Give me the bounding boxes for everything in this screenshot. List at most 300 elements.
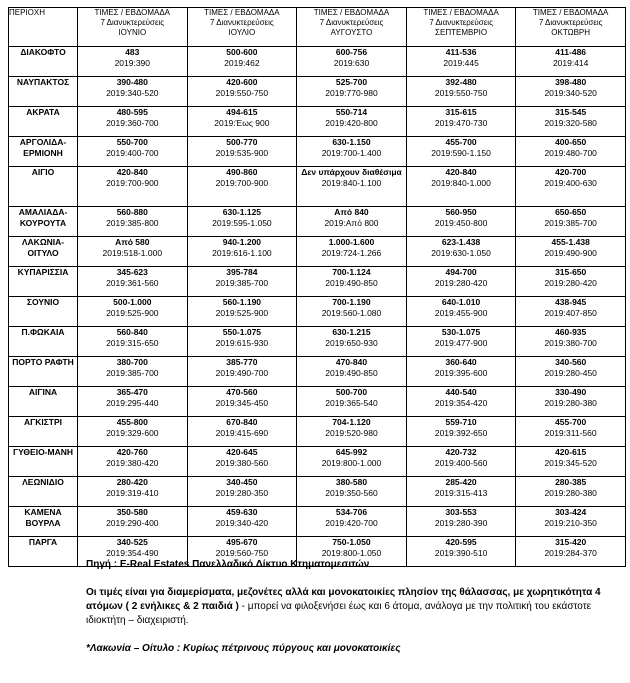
- price-cell: [516, 47, 626, 77]
- price-cell: [516, 297, 626, 327]
- description-bold: Οι τιμές είναι για διαμερίσματα, μεζονέτες αλλά και μονοκατοικίες πλησίον της θάλασσας, με χωρητικότητα 4 ατόμων ( 2 ενήλικες & 2 παιδιά ): [86, 587, 601, 612]
- price-2020: 350-580: [116, 507, 148, 517]
- price-2020: Από 840: [334, 207, 369, 217]
- price-2019: 2019:350-560: [325, 488, 378, 498]
- price-2019: 2019:535-900: [215, 148, 269, 158]
- table-row: [9, 507, 626, 537]
- price-2020: 303-424: [555, 507, 587, 517]
- price-cell: [78, 207, 188, 237]
- price-2019: 2019:590-1.150: [431, 148, 491, 158]
- table-row: [9, 137, 626, 167]
- price-2020: Από 580: [115, 237, 150, 247]
- price-2019: 2019:520-980: [325, 428, 378, 438]
- price-2020: 470-560: [226, 387, 258, 397]
- price-2019: 2019:630-1.050: [431, 248, 491, 258]
- price-cell: [78, 237, 188, 267]
- price-2019: 2019:595-1.050: [212, 218, 272, 228]
- header-line: 7 Διανυκτερεύσεις: [210, 18, 274, 27]
- region-name: ΣΟΥΝΙΟ: [9, 297, 78, 327]
- price-cell: [297, 77, 407, 107]
- price-2019: 2019:210-350: [544, 518, 597, 528]
- month-column-header: [406, 8, 516, 47]
- price-2020: 303-553: [445, 507, 477, 517]
- price-cell: [187, 357, 297, 387]
- price-cell: [297, 447, 407, 477]
- price-2020: 420-645: [226, 447, 258, 457]
- price-2019: 2019:700-900: [215, 178, 269, 188]
- price-2020: 400-650: [555, 137, 587, 147]
- price-2019: 2019:490-850: [325, 278, 378, 288]
- price-2020: 390-480: [116, 77, 148, 87]
- price-2020: 630-1.150: [332, 137, 371, 147]
- price-cell: [516, 507, 626, 537]
- price-2019: 2019:395-600: [434, 368, 488, 378]
- price-cell: [78, 387, 188, 417]
- price-2019: 2019:280-420: [434, 278, 488, 288]
- price-2019: 2019:385-700: [215, 278, 269, 288]
- price-2019: 2019:290-400: [106, 518, 159, 528]
- price-2020: 750-1.050: [332, 537, 371, 547]
- price-cell: [78, 297, 188, 327]
- price-2020: 500-600: [226, 47, 258, 57]
- price-2020: 380-700: [116, 357, 148, 367]
- price-2019: 2019:385-700: [106, 368, 159, 378]
- price-2019: 2019:365-540: [325, 398, 378, 408]
- price-cell: [78, 267, 188, 297]
- price-cell: [297, 387, 407, 417]
- region-name: ΝΑΥΠΑΚΤΟΣ: [9, 77, 78, 107]
- table-row: [9, 327, 626, 357]
- price-cell: [297, 167, 407, 207]
- price-2019: 2019:420-800: [325, 118, 378, 128]
- header-month-name: ΙΟΥΛΙΟ: [228, 28, 256, 37]
- notes-section: [86, 558, 616, 656]
- price-2020: 630-1.215: [332, 327, 371, 337]
- price-2019: 2019:525-900: [215, 308, 269, 318]
- price-2019: 2019:616-1.100: [212, 248, 272, 258]
- price-cell: [406, 77, 516, 107]
- price-2019: 2019:354-490: [106, 548, 159, 558]
- price-2020: 315-545: [555, 107, 587, 117]
- price-2020: 500-1.000: [113, 297, 152, 307]
- price-2020: 340-560: [555, 357, 587, 367]
- price-cell: [297, 207, 407, 237]
- price-cell: [78, 47, 188, 77]
- price-cell: [406, 327, 516, 357]
- price-2020: 340-450: [226, 477, 258, 487]
- region-name: ΑΙΓΙΝΑ: [9, 387, 78, 417]
- price-2020: 650-650: [555, 207, 587, 217]
- price-2019: 2019:400-700: [106, 148, 159, 158]
- price-2019: 2019:Έως 900: [214, 118, 270, 128]
- price-2019: 2019:700-900: [106, 178, 159, 188]
- price-cell: [516, 417, 626, 447]
- price-2020: 420-595: [445, 537, 477, 547]
- price-2020: 550-714: [335, 107, 368, 117]
- price-2019: 2019:280-380: [544, 398, 597, 408]
- price-2019: 2019:650-930: [325, 338, 378, 348]
- price-2020: Δεν υπάρχουν διαθέσιμα: [301, 167, 402, 177]
- price-2019: 2019:280-450: [544, 368, 597, 378]
- price-2019: 2019:800-1.050: [321, 548, 382, 558]
- region-name: ΑΜΑΛΙΑΔΑ-ΚΟΥΡΟΥΤΑ: [9, 207, 78, 237]
- header-line: 7 Διανυκτερεύσεις: [319, 18, 384, 27]
- price-cell: [406, 207, 516, 237]
- table-row: [9, 447, 626, 477]
- price-2020: 315-615: [445, 107, 477, 117]
- price-2020: 420-700: [555, 167, 587, 177]
- price-2020: 420-615: [555, 447, 587, 457]
- price-2020: 392-480: [445, 77, 477, 87]
- price-2020: 285-420: [445, 477, 477, 487]
- price-cell: [297, 137, 407, 167]
- price-2020: 411-536: [445, 47, 477, 57]
- header-month-name: ΟΚΤΩΒΡΗ: [551, 28, 591, 37]
- price-2019: 2019:315-413: [434, 488, 488, 498]
- region-name: ΑΚΡΑΤΑ: [9, 107, 78, 137]
- region-name: ΑΙΓΙΟ: [9, 167, 78, 207]
- price-2020: 420-760: [116, 447, 148, 457]
- table-row: [9, 477, 626, 507]
- price-cell: [187, 447, 297, 477]
- price-cell: [406, 267, 516, 297]
- price-2019: 2019:385-800: [106, 218, 159, 228]
- price-cell: [78, 507, 188, 537]
- price-2020: 330-490: [555, 387, 587, 397]
- price-2019: 2019:280-350: [215, 488, 269, 498]
- price-2020: 420-600: [226, 77, 258, 87]
- table-row: [9, 417, 626, 447]
- price-2019: 2019:490-850: [325, 368, 378, 378]
- table-row: [9, 267, 626, 297]
- price-cell: [516, 167, 626, 207]
- price-cell: [187, 507, 297, 537]
- price-2020: 560-950: [445, 207, 477, 217]
- price-cell: [78, 327, 188, 357]
- price-2020: 420-840: [116, 167, 148, 177]
- price-2020: 470-840: [335, 357, 368, 367]
- price-2020: 483: [125, 47, 140, 57]
- header-line: ΤΙΜΕΣ / ΕΒΔΟΜΑΔΑ: [94, 8, 171, 17]
- price-2019: 2019:445: [443, 58, 479, 68]
- price-2019: 2019:615-930: [215, 338, 269, 348]
- description-note: [86, 586, 616, 628]
- price-cell: [187, 327, 297, 357]
- price-2019: 2019:340-520: [106, 88, 159, 98]
- header-line: 7 Διανυκτερεύσεις: [429, 18, 493, 27]
- header-row: [9, 8, 626, 47]
- price-cell: [78, 137, 188, 167]
- price-cell: [516, 477, 626, 507]
- price-2019: 2019:770-980: [325, 88, 378, 98]
- price-2019: 2019:477-900: [434, 338, 488, 348]
- region-name: ΚΑΜΕΝΑ ΒΟΥΡΛΑ: [9, 507, 78, 537]
- price-2019: 2019:329-600: [106, 428, 159, 438]
- price-2020: 380-580: [335, 477, 368, 487]
- price-2019: 2019:724-1.266: [321, 248, 382, 258]
- price-cell: [406, 417, 516, 447]
- price-cell: [406, 107, 516, 137]
- price-2019: 2019:700-1.400: [321, 148, 382, 158]
- table-row: [9, 297, 626, 327]
- header-line: ΤΙΜΕΣ / ΕΒΔΟΜΑΔΑ: [532, 8, 609, 17]
- region-name: ΛΕΩΝΙΔΙΟ: [9, 477, 78, 507]
- price-cell: [516, 137, 626, 167]
- price-2019: 2019:490-900: [544, 248, 597, 258]
- price-2019: 2019:840-1.100: [321, 178, 382, 188]
- price-2019: 2019:311-560: [544, 428, 597, 438]
- price-2020: 455-700: [555, 417, 587, 427]
- price-2019: 2019:550-750: [434, 88, 488, 98]
- price-2019: 2019:462: [224, 58, 260, 68]
- price-2019: 2019:280-380: [544, 488, 597, 498]
- price-cell: [297, 417, 407, 447]
- price-2020: 494-700: [445, 267, 477, 277]
- price-2020: 560-1.190: [222, 297, 262, 307]
- price-cell: [297, 47, 407, 77]
- price-2019: 2019:380-700: [544, 338, 597, 348]
- price-cell: [187, 237, 297, 267]
- price-2020: 345-623: [116, 267, 148, 277]
- header-line: 7 Διανυκτερεύσεις: [100, 18, 165, 27]
- price-cell: [78, 107, 188, 137]
- table-row: [9, 167, 626, 207]
- price-2020: 640-1.010: [441, 297, 481, 307]
- price-cell: [297, 237, 407, 267]
- price-cell: [516, 357, 626, 387]
- price-2019: 2019:340-520: [544, 88, 597, 98]
- price-2019: 2019:295-440: [106, 398, 159, 408]
- price-2019: 2019:400-630: [544, 178, 597, 188]
- price-2019: 2019:340-420: [215, 518, 269, 528]
- price-cell: [78, 357, 188, 387]
- price-2020: 534-706: [335, 507, 368, 517]
- price-2020: 385-770: [226, 357, 258, 367]
- table-row: [9, 107, 626, 137]
- price-2020: 480-595: [116, 107, 148, 117]
- price-cell: [406, 507, 516, 537]
- price-2020: 559-710: [445, 417, 477, 427]
- table-row: [9, 77, 626, 107]
- price-2019: 2019:354-420: [434, 398, 488, 408]
- month-column-header: [297, 8, 407, 47]
- region-name: ΚΥΠΑΡΙΣΣΙΑ: [9, 267, 78, 297]
- price-2019: 2019:490-700: [215, 368, 269, 378]
- price-2020: 460-935: [555, 327, 587, 337]
- table-body: [9, 47, 626, 567]
- region-name: ΑΓΚΙΣΤΡΙ: [9, 417, 78, 447]
- price-cell: [297, 357, 407, 387]
- price-cell: [406, 387, 516, 417]
- price-2019: 2019:518-1.000: [102, 248, 163, 258]
- price-2020: 420-732: [445, 447, 477, 457]
- price-2020: 438-945: [555, 297, 587, 307]
- price-2020: 280-420: [116, 477, 148, 487]
- price-2020: 495-670: [226, 537, 258, 547]
- price-2019: 2019:319-410: [106, 488, 159, 498]
- region-column-header: ΠΕΡΙΟΧΗ: [9, 8, 78, 47]
- price-2020: 420-840: [445, 167, 477, 177]
- price-2020: 940-1.200: [222, 237, 262, 247]
- price-2020: 455-1.438: [551, 237, 590, 247]
- price-cell: [516, 387, 626, 417]
- price-2019: 2019:390: [114, 58, 151, 68]
- price-2020: 704-1.120: [332, 417, 371, 427]
- price-2020: 315-420: [555, 537, 587, 547]
- price-table: [8, 7, 626, 567]
- header-line: ΤΙΜΕΣ / ΕΒΔΟΜΑΔΑ: [313, 8, 390, 17]
- price-2020: 700-1.190: [332, 297, 371, 307]
- price-cell: [78, 77, 188, 107]
- month-column-header: [516, 8, 626, 47]
- region-name: ΔΙΑΚΟΦΤΟ: [9, 47, 78, 77]
- price-2019: 2019:360-700: [106, 118, 159, 128]
- price-2019: 2019:525-900: [106, 308, 159, 318]
- month-column-header: [187, 8, 297, 47]
- price-cell: [187, 167, 297, 207]
- table-row: [9, 47, 626, 77]
- price-2019: 2019:284-370: [544, 548, 597, 558]
- price-2020: 525-700: [335, 77, 368, 87]
- price-cell: [297, 267, 407, 297]
- price-2020: 500-700: [335, 387, 368, 397]
- price-2020: 645-992: [335, 447, 368, 457]
- price-cell: [78, 447, 188, 477]
- price-2019: 2019:480-700: [544, 148, 597, 158]
- region-name: ΑΡΓΟΛΙΔΑ-ΕΡΜΙΟΝΗ: [9, 137, 78, 167]
- price-2020: 600-756: [335, 47, 368, 57]
- price-cell: [78, 417, 188, 447]
- price-2019: 2019:450-800: [434, 218, 488, 228]
- price-cell: [406, 477, 516, 507]
- table-row: [9, 357, 626, 387]
- price-cell: [406, 167, 516, 207]
- laconia-footnote: *Λακωνία – Οίτυλο : Κυρίως πέτρινους πύργους και μονοκατοικίες: [86, 643, 401, 654]
- region-name: ΛΑΚΩΝΙΑ-ΟΙΤΥΛΟ: [9, 237, 78, 267]
- price-2019: 2019:380-560: [215, 458, 269, 468]
- price-2020: 530-1.075: [441, 327, 481, 337]
- header-month-name: ΣΕΠΤΕΜΒΡΙΟ: [435, 28, 488, 37]
- header-line: 7 Διανυκτερεύσεις: [538, 18, 603, 27]
- price-cell: [187, 137, 297, 167]
- region-name: ΠΑΡΓΑ: [9, 537, 78, 567]
- table-row: [9, 387, 626, 417]
- price-cell: [297, 297, 407, 327]
- price-2020: 365-470: [116, 387, 148, 397]
- price-2019: 2019:345-450: [215, 398, 269, 408]
- table-row: [9, 237, 626, 267]
- price-2019: 2019:361-560: [106, 278, 159, 288]
- price-cell: [516, 107, 626, 137]
- price-cell: [516, 267, 626, 297]
- price-2020: 550-1.075: [222, 327, 262, 337]
- price-2019: 2019:280-390: [434, 518, 488, 528]
- header-line: ΤΙΜΕΣ / ΕΒΔΟΜΑΔΑ: [423, 8, 499, 17]
- region-name: Π.ΦΩΚΑΙΑ: [9, 327, 78, 357]
- price-2020: 500-770: [226, 137, 258, 147]
- header-month-name: ΑΥΓΟΥΣΤΟ: [330, 28, 373, 37]
- price-2020: 459-630: [226, 507, 258, 517]
- header-line: ΤΙΜΕΣ / ΕΒΔΟΜΑΔΑ: [204, 8, 280, 17]
- price-2019: 2019:560-750: [215, 548, 269, 558]
- price-2020: 398-480: [555, 77, 587, 87]
- source-note: Πηγή : E-Real Estates Πανελλαδικό Δίκτυο Κτηματομεσιτών: [86, 559, 370, 570]
- price-cell: [516, 207, 626, 237]
- price-cell: [516, 447, 626, 477]
- price-2020: 455-700: [445, 137, 477, 147]
- price-2019: 2019:407-850: [544, 308, 597, 318]
- price-2019: 2019:840-1.000: [431, 178, 491, 188]
- price-2019: 2019:470-730: [434, 118, 488, 128]
- price-cell: [297, 477, 407, 507]
- price-2019: 2019:385-700: [544, 218, 597, 228]
- price-2019: 2019:390-510: [434, 548, 488, 558]
- price-2020: 340-525: [116, 537, 148, 547]
- price-cell: [406, 137, 516, 167]
- price-cell: [78, 167, 188, 207]
- price-cell: [297, 507, 407, 537]
- description-rest: - μπορεί να φιλοξενήσει έως και 6 άτομα, ανάλογα με την πολιτική του εκάστοτε ιδιοκτήτη – διαχειριστή.: [86, 601, 592, 626]
- price-2020: 550-700: [116, 137, 148, 147]
- price-cell: [187, 417, 297, 447]
- price-cell: [187, 387, 297, 417]
- price-cell: [297, 327, 407, 357]
- price-2020: 494-615: [226, 107, 258, 117]
- price-cell: [516, 77, 626, 107]
- price-cell: [187, 77, 297, 107]
- price-2020: 560-880: [116, 207, 148, 217]
- price-2020: 411-486: [555, 47, 587, 57]
- price-2020: 280-385: [555, 477, 587, 487]
- price-cell: [187, 47, 297, 77]
- price-2020: 455-800: [116, 417, 148, 427]
- price-2019: 2019:Από 800: [324, 218, 379, 228]
- region-name: ΓΥΘΕΙΟ-ΜΑΝΗ: [9, 447, 78, 477]
- price-2020: 623-1.438: [441, 237, 481, 247]
- price-2020: 360-640: [445, 357, 477, 367]
- month-column-header: [78, 8, 188, 47]
- price-cell: [187, 207, 297, 237]
- price-2020: 1.000-1.600: [328, 237, 375, 247]
- price-2020: 490-860: [226, 167, 258, 177]
- price-2019: 2019:345-520: [544, 458, 597, 468]
- price-cell: [78, 477, 188, 507]
- price-cell: [516, 237, 626, 267]
- price-2020: 315-650: [555, 267, 587, 277]
- price-2019: 2019:560-1.080: [321, 308, 382, 318]
- price-2020: 395-784: [226, 267, 258, 277]
- price-2020: 670-840: [226, 417, 258, 427]
- price-cell: [297, 107, 407, 137]
- price-cell: [187, 107, 297, 137]
- price-2019: 2019:400-560: [434, 458, 488, 468]
- header-month-name: ΙΟΥΝΙΟ: [118, 28, 147, 37]
- price-cell: [406, 357, 516, 387]
- price-2019: 2019:455-900: [434, 308, 488, 318]
- price-cell: [187, 297, 297, 327]
- price-2020: 440-540: [445, 387, 477, 397]
- price-2019: 2019:392-650: [434, 428, 488, 438]
- price-cell: [187, 267, 297, 297]
- price-2019: 2019:280-420: [544, 278, 597, 288]
- price-2019: 2019:415-690: [215, 428, 269, 438]
- price-2019: 2019:550-750: [215, 88, 269, 98]
- price-cell: [406, 47, 516, 77]
- price-2019: 2019:800-1.000: [321, 458, 382, 468]
- price-2019: 2019:414: [552, 58, 589, 68]
- table-row: [9, 207, 626, 237]
- price-2019: 2019:420-700: [325, 518, 378, 528]
